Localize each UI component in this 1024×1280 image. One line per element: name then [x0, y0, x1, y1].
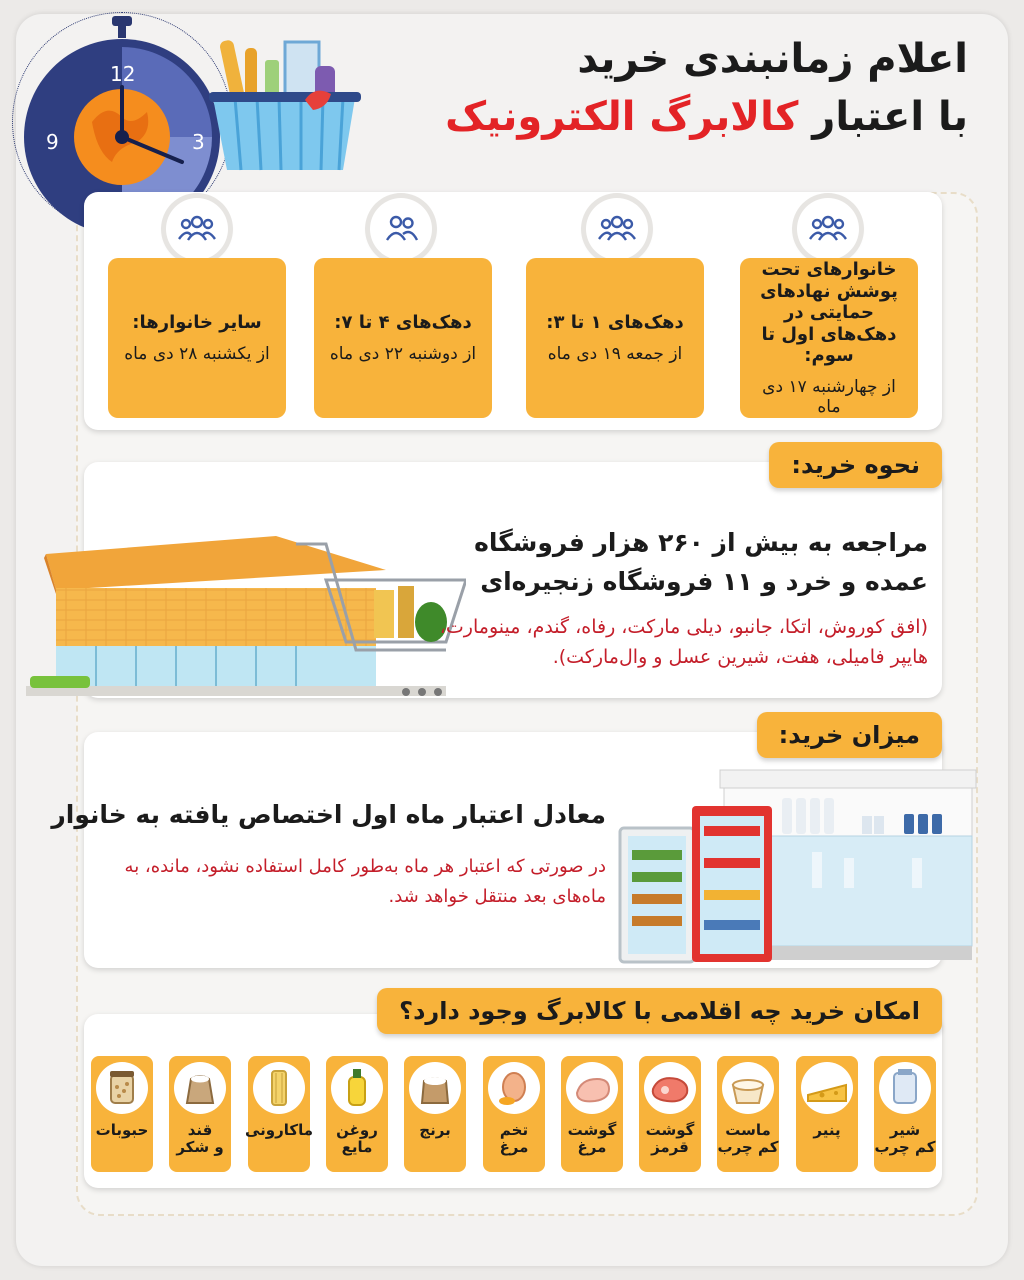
legumes-icon — [96, 1062, 148, 1114]
group-icon-4 — [166, 198, 228, 260]
title-prefix: با اعتبار — [798, 94, 968, 140]
people-icon — [597, 212, 637, 246]
schedule-date: از چهارشنبه ۱۷ دی ماه — [762, 376, 896, 417]
item-card — [796, 1056, 858, 1172]
group-icon-3 — [370, 198, 432, 260]
item-label: برنج — [419, 1121, 451, 1139]
yogurt-icon — [722, 1062, 774, 1114]
page-title-line1: اعلام زمانبندی خرید — [577, 36, 968, 82]
item-card — [169, 1056, 231, 1172]
red-meat-icon — [644, 1062, 696, 1114]
item-card — [717, 1056, 779, 1172]
schedule-card-3 — [314, 258, 492, 418]
cheese-icon — [801, 1062, 853, 1114]
group-icon-2 — [586, 198, 648, 260]
chicken-icon — [566, 1062, 618, 1114]
refrigerators-illustration — [612, 768, 982, 968]
page-title-line2 — [445, 94, 968, 140]
item-card — [561, 1056, 623, 1172]
item-card — [404, 1056, 466, 1172]
item-label: پنیر — [813, 1121, 841, 1139]
purchase-amount-main-text: معادل اعتبار ماه اول اختصاص یافته به خانوار — [51, 800, 606, 829]
clock-number-12: 12 — [110, 62, 136, 86]
schedule-card-4 — [108, 258, 286, 418]
item-card — [639, 1056, 701, 1172]
egg-icon — [488, 1062, 540, 1114]
schedule-card-1 — [740, 258, 918, 418]
how-to-buy-main-text: مراجعه به بیش از ۲۶۰ هزار فروشگاه عمده و خرد و ۱۱ فروشگاه زنجیره‌ای — [474, 528, 928, 596]
group-icon-1 — [797, 198, 859, 260]
pasta-icon — [253, 1062, 305, 1114]
how-to-buy-tab: نحوه خرید: — [769, 442, 942, 488]
schedule-group: دهک‌های ۱ تا ۳: — [546, 312, 684, 334]
how-to-buy-stores-list: (افق کوروش، اتکا، جانبو، دیلی مارکت، رفاه، گندم، مینومارت، هایپر فامیلی، هفت، شیرین عسل و وال‌مارکت). — [439, 616, 928, 669]
rice-icon — [409, 1062, 461, 1114]
purchase-amount-note: در صورتی که اعتبار هر ماه به‌طور کامل استفاده نشود، مانده، به ماه‌های بعد منتقل خواهد شد. — [124, 856, 606, 907]
milk-icon — [879, 1062, 931, 1114]
item-label: روغن مایع — [336, 1121, 378, 1157]
item-label: شیر کم چرب — [874, 1121, 936, 1157]
supermarket-illustration — [26, 530, 466, 700]
item-label: ماکارونی — [244, 1121, 314, 1139]
items-tab: امکان خرید چه اقلامی با کالابرگ وجود دارد؟ — [377, 988, 942, 1034]
item-card — [91, 1056, 153, 1172]
clock-number-9: 9 — [46, 130, 59, 154]
schedule-group: دهک‌های ۴ تا ۷: — [334, 312, 472, 334]
schedule-group: خانوارهای تحت پوشش نهادهای حمایتی در دهک‌های اول تا سوم: — [760, 259, 898, 367]
schedule-date: از دوشنبه ۲۲ دی ماه — [329, 343, 477, 364]
item-card — [483, 1056, 545, 1172]
people-icon — [177, 212, 217, 246]
sugar-icon — [174, 1062, 226, 1114]
schedule-card-2 — [526, 258, 704, 418]
item-card — [326, 1056, 388, 1172]
schedule-date: از جمعه ۱۹ دی ماه — [547, 343, 683, 364]
oil-icon — [331, 1062, 383, 1114]
people-icon — [381, 212, 421, 246]
item-label: حبوبات — [95, 1121, 149, 1139]
title-highlight: کالابرگ الکترونیک — [445, 94, 799, 140]
item-card — [874, 1056, 936, 1172]
schedule-group: سایر خانوارها: — [132, 312, 262, 334]
shopping-basket-icon — [205, 30, 375, 180]
item-label: گوشت قرمز — [645, 1121, 695, 1157]
item-card — [244, 1056, 314, 1172]
item-label: تخم مرغ — [499, 1121, 529, 1157]
schedule-date: از یکشنبه ۲۸ دی ماه — [124, 343, 270, 364]
item-label: قند و شکر — [176, 1121, 224, 1157]
clock-number-3: 3 — [192, 130, 205, 154]
people-icon — [808, 212, 848, 246]
purchase-amount-tab: میزان خرید: — [757, 712, 942, 758]
item-label: ماست کم چرب — [717, 1121, 779, 1157]
item-label: گوشت مرغ — [567, 1121, 617, 1157]
